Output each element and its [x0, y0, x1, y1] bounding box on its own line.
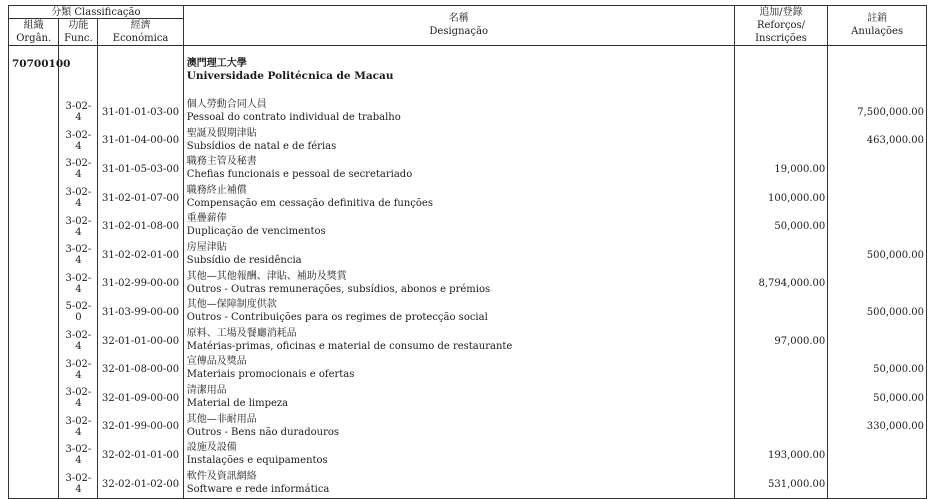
functional-code: 3-02-4 — [59, 155, 98, 184]
organic-cell — [9, 413, 59, 442]
designation-zh: 職務主管及秘書 — [186, 156, 257, 168]
designation-pt: Compensação em cessação definitiva de funções — [186, 197, 433, 209]
cancellation-amount: 7,500,000.00 — [828, 98, 927, 127]
designation — [183, 270, 734, 299]
designation-pt: Chefias funcionais e pessoal de secretariado — [186, 169, 413, 181]
economic-code: 31-01-05-03-00 — [98, 155, 183, 184]
economic-code: 31-01-01-03-00 — [98, 98, 183, 127]
functional-code: 3-02-4 — [59, 355, 98, 384]
table-row — [9, 298, 927, 327]
entity-code: 70700100 — [9, 46, 59, 99]
functional-code: 3-02-4 — [59, 241, 98, 270]
organic-cell — [9, 470, 59, 499]
organic-cell — [9, 270, 59, 299]
table-row — [9, 212, 927, 241]
designation — [183, 241, 734, 270]
designation-zh: 其他—保障制度供款 — [186, 299, 277, 311]
economic-code: 31-02-99-00-00 — [98, 270, 183, 299]
table-row — [9, 98, 927, 127]
designation-zh: 原料、工場及餐廳消耗品 — [186, 327, 297, 339]
reinforcement-amount — [734, 241, 828, 270]
reinforcement-amount — [734, 355, 828, 384]
designation-pt: Software e rede informática — [186, 483, 330, 495]
table-row — [9, 355, 927, 384]
organic-cell — [9, 184, 59, 213]
economic-code: 31-02-01-07-00 — [98, 184, 183, 213]
table-row — [9, 327, 927, 356]
designation-pt: Subsídios de natal e de férias — [186, 140, 337, 152]
designation-pt: Outros - Bens não duradouros — [186, 426, 340, 438]
designation-pt: Pessoal do contrato individual de trabalho — [186, 112, 401, 123]
designation-pt: Matérias-primas, oficinas e material de consumo de restaurante — [186, 340, 513, 352]
table-row — [9, 127, 927, 156]
reinforcement-amount: 19,000.00 — [734, 155, 828, 184]
reinforcement-amount — [734, 384, 828, 413]
designation — [183, 441, 734, 470]
designation-pt: Materiais promocionais e ofertas — [186, 369, 355, 381]
table-row — [9, 155, 927, 184]
entity-name: 澳門理工大學 Universidade Politécnica de Macau — [183, 46, 734, 99]
designation-zh: 其他—其他報酬、津貼、補助及獎賞 — [186, 270, 347, 282]
organic-cell — [9, 441, 59, 470]
budget-table — [8, 5, 927, 499]
economic-code: 32-01-99-00-00 — [98, 413, 183, 442]
organic-header: 組織 Orgân. — [9, 19, 59, 46]
table-row — [9, 241, 927, 270]
designation — [183, 184, 734, 213]
reinforcement-amount: 97,000.00 — [734, 327, 828, 356]
designation-zh: 重疊薪俸 — [186, 213, 227, 225]
table-row — [9, 184, 927, 213]
designation — [183, 127, 734, 156]
table-row — [9, 441, 927, 470]
cancellation-amount: 463,000.00 — [828, 127, 927, 156]
organic-cell — [9, 155, 59, 184]
reinforcement-amount — [734, 127, 828, 156]
designation-pt: Outros - Contribuições para os regimes de protecção social — [186, 312, 488, 324]
designation — [183, 98, 734, 127]
designation-zh: 聖誕及假期津貼 — [186, 127, 257, 139]
organic-cell — [9, 98, 59, 127]
economic-code: 32-02-01-02-00 — [98, 470, 183, 499]
designation-pt: Subsídio de residência — [186, 254, 302, 266]
designation-pt: Material de limpeza — [186, 397, 289, 409]
functional-code: 3-02-4 — [59, 441, 98, 470]
cancellation-amount — [828, 327, 927, 356]
economic-code: 32-01-09-00-00 — [98, 384, 183, 413]
designation — [183, 384, 734, 413]
reinforcement-amount: 531,000.00 — [734, 470, 828, 499]
entity-row — [9, 46, 927, 99]
cancellation-amount — [828, 155, 927, 184]
organic-cell — [9, 298, 59, 327]
organic-cell — [9, 384, 59, 413]
designation-pt: Outros - Outras remunerações, subsídios, abonos e prémios — [186, 283, 491, 295]
economic-code: 31-01-04-00-00 — [98, 127, 183, 156]
functional-code: 3-02-4 — [59, 212, 98, 241]
designation-zh: 清潔用品 — [186, 384, 227, 396]
reinforcement-amount: 8,794,000.00 — [734, 270, 828, 299]
designation-header: 名稱 Designação — [183, 6, 734, 46]
functional-code: 3-02-4 — [59, 98, 98, 127]
cancellation-amount: 500,000.00 — [828, 298, 927, 327]
designation-zh: 房屋津貼 — [186, 241, 227, 253]
economic-code: 32-02-01-01-00 — [98, 441, 183, 470]
functional-code: 3-02-4 — [59, 184, 98, 213]
table-body — [9, 46, 927, 499]
reinforcements-header: 追加/登錄 Reforços/ Inscrições — [734, 6, 828, 46]
economic-code: 31-02-02-01-00 — [98, 241, 183, 270]
reinforcement-amount — [734, 98, 828, 127]
reinforcement-amount — [734, 298, 828, 327]
designation-zh: 其他—非耐用品 — [186, 413, 257, 425]
table-row — [9, 270, 927, 299]
cancellation-amount — [828, 184, 927, 213]
designation — [183, 298, 734, 327]
functional-code: 3-02-4 — [59, 470, 98, 499]
cancellation-amount — [828, 470, 927, 499]
organic-cell — [9, 127, 59, 156]
designation — [183, 470, 734, 499]
cancellation-amount: 500,000.00 — [828, 241, 927, 270]
economic-code: 32-01-08-00-00 — [98, 355, 183, 384]
designation-pt: Duplicação de vencimentos — [186, 226, 326, 238]
cancellation-amount: 330,000.00 — [828, 413, 927, 442]
economic-code: 32-01-01-00-00 — [98, 327, 183, 356]
economic-code: 31-02-01-08-00 — [98, 212, 183, 241]
cancellation-amount — [828, 270, 927, 299]
economic-code: 31-03-99-00-00 — [98, 298, 183, 327]
functional-code: 3-02-4 — [59, 270, 98, 299]
designation-pt: Instalações e equipamentos — [186, 455, 328, 467]
classification-header: 分類 Classificação — [9, 6, 184, 19]
reinforcement-amount: 50,000.00 — [734, 212, 828, 241]
functional-code: 3-02-4 — [59, 127, 98, 156]
economic-header: 經濟 Económica — [98, 19, 183, 46]
functional-code: 3-02-4 — [59, 327, 98, 356]
organic-cell — [9, 327, 59, 356]
designation-zh: 宣傳品及獎品 — [186, 356, 247, 368]
cancellation-amount: 50,000.00 — [828, 355, 927, 384]
reinforcement-amount: 100,000.00 — [734, 184, 828, 213]
table-header — [9, 6, 927, 46]
designation — [183, 355, 734, 384]
designation — [183, 327, 734, 356]
designation — [183, 155, 734, 184]
reinforcement-amount — [734, 413, 828, 442]
organic-cell — [9, 355, 59, 384]
designation — [183, 212, 734, 241]
cancellation-amount — [828, 212, 927, 241]
functional-header: 功能 Func. — [59, 19, 98, 46]
designation-zh: 軟件及資訊網絡 — [186, 470, 257, 482]
table-row — [9, 384, 927, 413]
functional-code: 3-02-4 — [59, 413, 98, 442]
designation-zh: 職務終止補償 — [186, 184, 247, 196]
designation-zh: 設施及設備 — [186, 442, 237, 454]
cancellation-amount: 50,000.00 — [828, 384, 927, 413]
table-row — [9, 413, 927, 442]
designation-zh: 個人勞動合同人員 — [186, 99, 267, 110]
table-row — [9, 470, 927, 499]
organic-cell — [9, 212, 59, 241]
functional-code: 5-02-0 — [59, 298, 98, 327]
organic-cell — [9, 241, 59, 270]
functional-code: 3-02-4 — [59, 384, 98, 413]
cancellation-amount — [828, 441, 927, 470]
cancellations-header: 註銷 Anulações — [828, 6, 927, 46]
reinforcement-amount: 193,000.00 — [734, 441, 828, 470]
designation — [183, 413, 734, 442]
